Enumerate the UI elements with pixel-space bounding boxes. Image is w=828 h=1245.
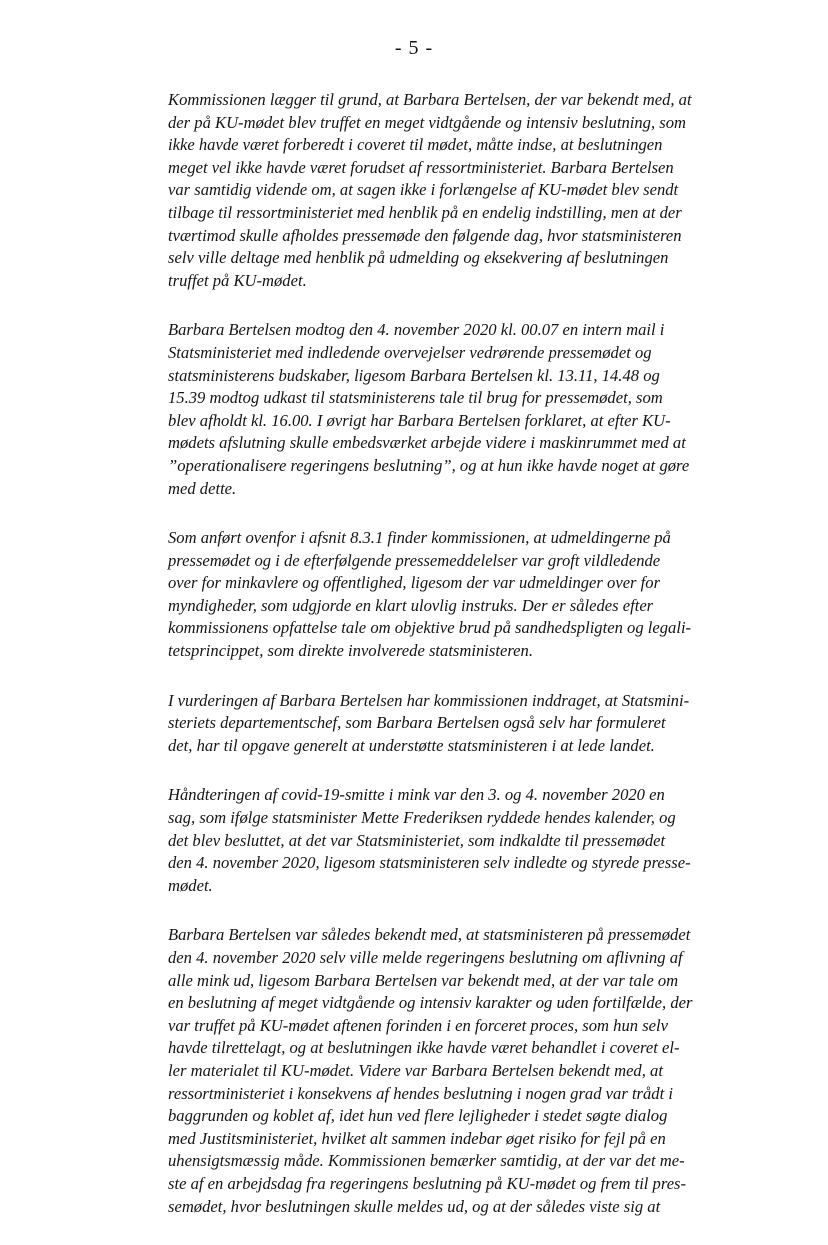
text-line: var truffet på KU-mødet aftenen forinden i en forceret proces, som hun selv — [168, 1015, 669, 1035]
text-line: ste af en arbejdsdag fra regeringens beslutning på KU-mødet og frem til pres- — [168, 1173, 687, 1193]
text-line: blev afholdt kl. 16.00. I øvrigt har Barbara Bertelsen forklaret, at efter KU- — [168, 410, 671, 430]
text-line: det blev besluttet, at det var Statsministeriet, som indkaldte til pressemødet — [168, 830, 666, 850]
text-line: tværtimod skulle afholdes pressemøde den følgende dag, hvor statsministeren — [168, 225, 682, 245]
page-number: - 5 - — [394, 37, 434, 59]
text-line: myndigheder, som udgjorde en klart ulovlig instruks. Der er således efter — [168, 595, 654, 615]
text-line: Kommissionen lægger til grund, at Barbara Bertelsen, der var bekendt med, at — [168, 90, 692, 109]
text-line: pressemødet og i de efterfølgende pressemeddelelser var groft vildledende — [168, 550, 661, 570]
text-line: med dette. — [168, 478, 237, 498]
text-line: tetsprincippet, som direkte involverede statsministeren. — [168, 641, 533, 661]
text-line: en beslutning af meget vidtgående og intensiv karakter og uden fortilfælde, der — [168, 993, 693, 1013]
text-line: selv ville deltage med henblik på udmelding og eksekvering af beslutningen — [168, 248, 669, 268]
text-line: ”operationalisere regeringens beslutning”, og at hun ikke havde noget at gøre — [168, 455, 690, 475]
text-line: semødet, hvor beslutningen skulle meldes ud, og at der således viste sig at — [168, 1196, 661, 1216]
text-line: mødets afslutning skulle embedsværket arbejde videre i maskinrummet med at — [168, 433, 686, 453]
text-line: steriets departementschef, som Barbara Bertelsen også selv har formuleret — [168, 713, 666, 733]
text-line: tilbage til ressortministeriet med henblik på en endelig indstilling, men at der — [168, 202, 682, 222]
text-line: ler materialet til KU-mødet. Videre var Barbara Bertelsen bekendt med, at — [168, 1060, 663, 1080]
text-line: havde tilrettelagt, og at beslutningen ikke havde været behandlet i coveret el- — [168, 1038, 680, 1058]
text-line: ressortministeriet i konsekvens af hendes beslutning i nogen grad var trådt i — [168, 1083, 673, 1103]
text-line: Statsministeriet med indledende overvejelser vedrørende pressemødet og — [168, 342, 652, 362]
text-line: Som anført ovenfor i afsnit 8.3.1 finder kommissionen, at udmeldingerne på — [168, 528, 671, 548]
text-line: mødet. — [168, 875, 213, 895]
text-line: den 4. november 2020, ligesom statsministeren selv indledte og styrede presse- — [168, 853, 691, 873]
text-line: sag, som ifølge statsminister Mette Frederiksen ryddede hendes kalender, og — [168, 808, 676, 828]
text-line: meget vel ikke havde været forudset af ressortministeriet. Barbara Bertelsen — [168, 157, 674, 177]
text-line: baggrunden og koblet af, idet hun ved flere lejligheder i stedet søgte dialog — [168, 1106, 668, 1126]
paragraph-1 — [168, 89, 748, 292]
paragraph-5 — [168, 784, 748, 897]
document-body — [168, 89, 748, 1245]
text-line: truffet på KU-mødet. — [168, 270, 307, 290]
text-line: over for minkavlere og offentlighed, ligesom der var udmeldinger over for — [168, 573, 661, 593]
text-line: det, har til opgave generelt at understøtte statsministeren i at lede landet. — [168, 735, 655, 755]
text-line: statsministerens budskaber, ligesom Barbara Bertelsen kl. 13.11, 14.48 og — [168, 365, 660, 385]
text-line: Barbara Bertelsen var således bekendt med, at statsministeren på pressemødet — [168, 925, 691, 945]
text-line: den 4. november 2020 selv ville melde regeringens beslutning om aflivning af — [168, 948, 683, 967]
text-line: var samtidig vidende om, at sagen ikke i forlængelse af KU-mødet blev sendt — [168, 180, 679, 200]
text-line: ikke havde været forberedt i coveret til mødet, måtte indse, at beslutningen — [168, 135, 663, 155]
text-line: Håndteringen af covid-19-smitte i mink var den 3. og 4. november 2020 en — [168, 785, 665, 805]
paragraph-4 — [168, 690, 748, 758]
text-line: 15.39 modtog udkast til statsministerens tale til brug for pressemødet, som — [168, 388, 663, 408]
text-line: uhensigtsmæssig måde. Kommissionen bemærker samtidig, at der var det me- — [168, 1151, 685, 1171]
paragraph-6 — [168, 924, 748, 1218]
text-line: alle mink ud, ligesom Barbara Bertelsen var bekendt med, at der var tale om — [168, 970, 679, 990]
paragraph-3 — [168, 527, 748, 663]
text-line: der på KU-mødet blev truffet en meget vidtgående og intensiv beslutning, som — [168, 112, 686, 132]
text-line: kommissionens opfattelse tale om objektive brud på sandhedspligten og legali- — [168, 618, 692, 638]
paragraph-2 — [168, 319, 748, 500]
text-line: I vurderingen af Barbara Bertelsen har kommissionen inddraget, at Statsmini- — [168, 690, 690, 710]
text-line: Barbara Bertelsen modtog den 4. november 2020 kl. 00.07 en intern mail i — [168, 320, 665, 340]
text-line: med Justitsministeriet, hvilket alt sammen indebar øget risiko for fejl på en — [168, 1128, 666, 1148]
